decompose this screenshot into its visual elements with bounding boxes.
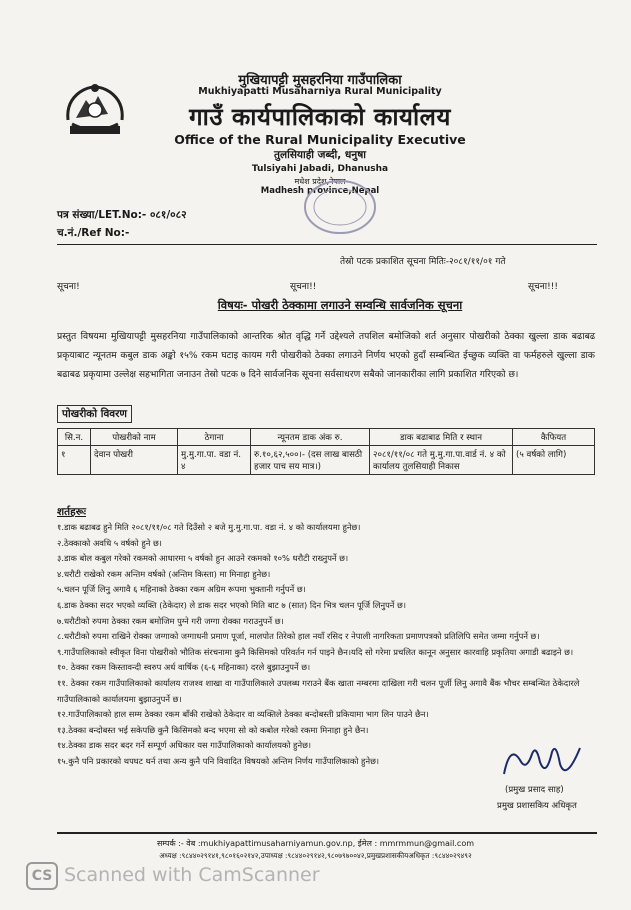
list-item: ४.धरौटी राखेको रकम अन्तिम वर्षको (अन्तिम किस्ता) मा मिनाहा हुनेछ।: [57, 568, 271, 579]
reference-number-label: च.नं./Ref No:-: [57, 227, 130, 239]
location-nepali: तुलसियाही जब्दी, धनुषा: [274, 149, 366, 161]
signature-icon: [496, 738, 586, 786]
municipality-name-nepali: मुखियापट्टी मुसहरनिया गाउँपालिका: [238, 73, 402, 88]
nepal-government-emblem-icon: [62, 80, 128, 142]
list-item: १५.कुनै पनि प्रकारको थपघट थर्न तथा अन्य कुनै पनि विवादित विषयको अन्तिम निर्णय गाउँपालिकाको हुनेछ।: [57, 755, 380, 766]
table-header-cell: डाक बढाबाढ मिति र स्थान: [370, 429, 513, 446]
list-item: ७.धरौटीको रुपमा ठेक्का रकम बमोजिम पुग्ने गरी जग्गा रोक्का गराउनुपर्ने छ।: [57, 615, 284, 626]
list-item: ३.डाक बोल कबुल गरेको रकमको आधारमा ५ वर्षको हुन आउने रकमको १०% धरौटी राख्नुपर्ने छ।: [57, 553, 349, 564]
signatory-title: प्रमुख प्रशासकिय अधिकृत: [497, 801, 577, 811]
camscanner-logo-icon: CS: [26, 862, 58, 890]
table-header-cell: ठेगाना: [178, 429, 251, 446]
list-item: १३.ठेक्का बन्दोबस्त भई सकेपछि कुनै किसिमको बन्द भएमा सो को कबोल गरेको रकमा मिनाहा हुने छैन।: [57, 724, 369, 735]
header-divider: [57, 244, 597, 245]
table-cell: (५ वर्षको लागि): [513, 446, 595, 475]
table-row: [58, 446, 595, 475]
province-english: Madhesh province,Nepal: [260, 186, 380, 196]
notice-mark-3: सूचना!!!: [528, 282, 558, 292]
list-item: ९.गाउँपालिकाको स्वीकृत विना पोखरीको भौतिक संरचनामा कुनै किसिमको परिवर्तन गर्न पाइने छैन।यदि सो गरेमा प्रचलित कानून अनुसार कारवाहि प्रकृतिया अगाडी बढाइने छ।: [57, 646, 574, 657]
letter-number-label: पत्र संख्या/LET.No:-: [57, 209, 147, 221]
notice-mark-2: सूचना!!: [290, 282, 317, 292]
table-cell: मु.मु.गा.पा. वडा नं. ४: [178, 446, 251, 475]
table-cell: रु.१०,६२,५००।- (दस लाख बासठी हजार पाच सय मात्र।): [251, 446, 370, 475]
table-cell: २०८१/११/०८ गते मु.मु.गा.पा.वार्ड नं. ४ को कार्यालय तुलसियाही निकास: [370, 446, 513, 475]
list-item: ८.धरौटीको रुपमा राखिने रोक्का जग्गाको जग्गाधनी प्रमाण पूर्जा, मालपोत तिरेको हाल नयाँ रसिद र नेपाली नागरिकता प्रमाणपत्रको प्रतिलिपि समेत जम्मा गर्नुपर्ने छ।: [57, 631, 540, 642]
office-title-english: Office of the Rural Municipality Executive: [174, 132, 466, 147]
municipality-name-english: Mukhiyapatti Musaharniya Rural Municipality: [198, 86, 442, 97]
table-header-cell: न्यूनतम डाक अंक रु.: [251, 429, 370, 446]
list-item: १०. ठेक्का रकम किस्तावन्दी स्वरुप अर्ध वार्षिक (६-६ महिनाका) दरले बुझाउनुपर्ने छ।: [57, 662, 311, 673]
list-item: २.ठेक्काको अवधि ५ वर्षको हुने छ।: [57, 537, 162, 548]
footer-phones: अध्यक्ष :९८४४०२९१४१,९८०१६०२१४२,उपाध्यक्ष :९८४४०२९१४२,९८०७९७००४२,प्रमुखप्रशासकीयअधिकृत :९८४४०२९४९२: [159, 851, 472, 860]
table-header-cell: सि.न.: [58, 429, 91, 446]
list-item: ११. ठेक्का रकम गाउँपालिकाको कार्यालय राजश्व शाखा वा गाउँपालिकाले उपलब्ध गराउने बैंक खाता नम्बरमा दाखिला गरी चलन पूर्जी लिनु अगावै बैंक भौचर सम्बन्धित ठेकेदारले गाउँपालिकाको कार्यालयमा बुझाउनुपर्ने छ।: [57, 677, 580, 704]
footer-contact: सम्पर्क :- वेब :mukhiyapattimusaharniyamun.gov.np, ईमेल : mmrmmun@gmail.com: [156, 839, 475, 848]
notice-date: तेस्रो पटक प्रकाशित सूचना मितिः-२०८१/११/०१ गते: [340, 257, 506, 267]
province-nepali: मधेश प्रदेश,नेपाल: [294, 177, 346, 186]
list-item: १४.ठेक्का डाक सदर बदर गर्ने सम्पूर्ण अधिकार यस गाउँपालिकाको कार्यालयको हुनेछ।: [57, 740, 312, 751]
signatory-name: (प्रमुख प्रसाद साह): [505, 785, 564, 795]
office-stamp-icon: [302, 178, 378, 236]
pond-table: [57, 428, 595, 475]
list-item: ६.डाक ठेक्का सदर भएको व्यक्ति (ठेकेदार) ले डाक सदर भएको मिति बाट ७ (सात) दिन भित्र चलन पूर्जि लिनुपर्ने छ।: [57, 599, 406, 610]
footer-divider: [57, 832, 597, 834]
scanner-watermark: Scanned with CamScanner: [64, 864, 320, 886]
letter-number-value: ०८१/०८२: [149, 209, 187, 221]
table-header-cell: पोखरीको नाम: [91, 429, 178, 446]
notice-mark-1: सूचना!: [57, 282, 80, 292]
location-english: Tulsiyahi Jabadi, Dhanusha: [251, 164, 389, 174]
terms-title: शर्तहरूः: [57, 506, 86, 518]
list-item: १.डाक बढाबढ हुने मिति २०८१/११/०८ गते दिउँसो २ बजे मु.मु.गा.पा. वडा नं. ४ को कार्यालयमा हुनेछ।: [57, 522, 361, 532]
list-item: ५.चलन पूर्जि लिनु अगावै ६ महिनाको ठेक्का रकम अग्रिम रूपमा भुक्तानी गर्नुपर्ने छ।: [57, 584, 306, 595]
pond-table-header-row: [58, 429, 595, 446]
table-cell: देवान पोखरी: [91, 446, 178, 475]
pond-section-title: पोखरीको विवरण: [57, 405, 132, 423]
table-header-cell: कैफियत: [513, 429, 595, 446]
table-cell: १: [58, 446, 91, 475]
intro-paragraph: प्रस्तुत विषयमा मुखियापट्टी मुसहरनिया गाउँपालिकाको आन्तरिक श्रोत वृद्धि गर्ने उद्देश्यले तपशिल बमोजिको शर्त अनुसार पोखरीको ठेक्का खुल्ला डाक बढाबढ प्रकृयाबाट न्यूनतम कबुल डाक अङ्को १५% रकम घटाइ कायम गरी पोखरीको ठेक्का लगाउने निर्णय भएको हुदाँ सम्बन्धित ईच्छुक व्यक्ति वा फर्महरुले खुल्ला डाक बढाबढ प्रकृयामा उल्लेक्ष सहभागिता जनाउन तेस्रो पटक ७ दिने सार्वजनिक सूचना सर्वसाधरण सबैको जानकारीका लागि प्रकाशित गरिएको छ।: [57, 331, 595, 381]
letter-number: [57, 208, 187, 222]
terms-list: [57, 520, 597, 770]
subject-line: विषयः- पोखरी ठेक्कामा लगाउने सम्वन्धि सार्वजनिक सूचना: [217, 298, 463, 312]
list-item: १२.गाउँपालिकाको हाल सम्म ठेक्का रकम बाँकी राखेको ठेकेदार वा व्यक्तिले ठेक्का बन्दोबस्ती प्रकियामा भाग लिन पाउने छैन।: [57, 709, 429, 720]
office-title-nepali: गाउँ कार्यपालिकाको कार्यालय: [189, 103, 451, 131]
